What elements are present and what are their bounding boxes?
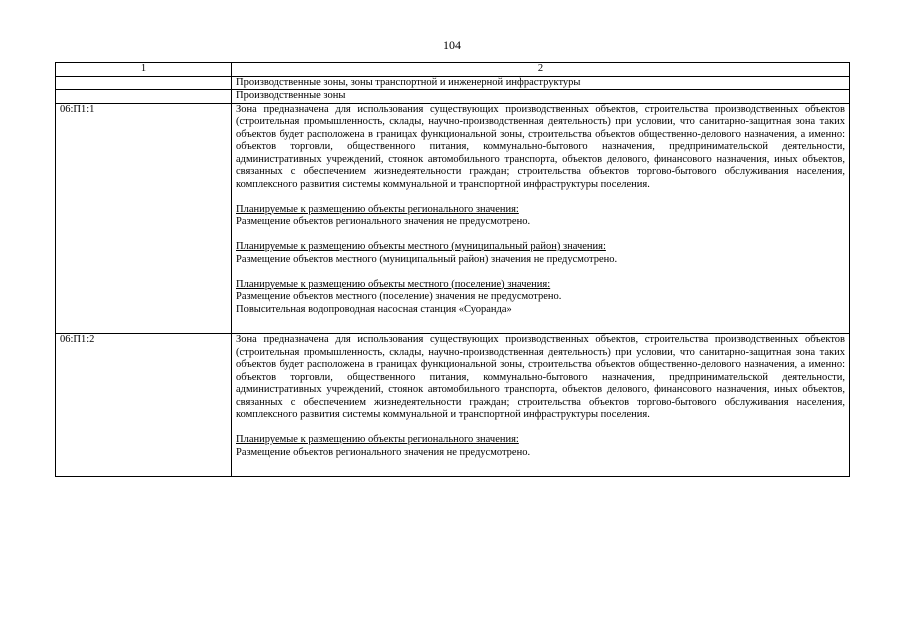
- table-header-row: [56, 63, 850, 77]
- section-line: Размещение объектов регионального значения не предусмотрено.: [236, 446, 531, 458]
- zones-table: [55, 62, 850, 477]
- row-spacer: [236, 459, 845, 476]
- district-objects-section: [236, 241, 845, 266]
- section-heading: Планируемые к размещению объекты регионального значения:: [236, 434, 519, 445]
- section-heading: Планируемые к размещению объекты регионального значения:: [236, 203, 519, 215]
- zone-description-cell: [232, 103, 850, 334]
- section-heading: Планируемые к размещению объекты местного (поселение) значения:: [236, 278, 551, 290]
- zone-description-cell: [232, 334, 850, 477]
- regional-objects-section: [236, 204, 845, 229]
- table-row: [56, 334, 850, 477]
- subcategory-title: Производственные зоны: [232, 90, 850, 104]
- subcategory-row: [56, 90, 850, 104]
- zone-code: 06:П1:2: [56, 334, 232, 477]
- section-line: Размещение объектов регионального значения не предусмотрено.: [236, 216, 531, 227]
- section-heading: Планируемые к размещению объекты местного (муниципальный район) значения:: [236, 241, 606, 252]
- section-line: Повысительная водопроводная насосная станция «Суоранда»: [236, 303, 512, 315]
- category-code-cell: [56, 76, 232, 90]
- section-line: Размещение объектов местного (поселение) значения не предусмотрено.: [236, 291, 562, 302]
- table-row: [56, 103, 850, 334]
- column-header-2: 2: [232, 63, 850, 77]
- category-row: [56, 76, 850, 90]
- column-header-1: 1: [56, 63, 232, 77]
- row-spacer: [236, 316, 845, 333]
- zone-code: 06:П1:1: [56, 103, 232, 334]
- category-title: Производственные зоны, зоны транспортной и инженерной инфраструктуры: [232, 76, 850, 90]
- page-number: 104: [443, 38, 461, 52]
- zone-description: Зона предназначена для использования существующих производственных объектов, строительства производственных объектов (строительная промышленность, склады, научно-производственная деятельность) при условии, что санитарно-защитная зона таких объектов будет расположена в границах функциональной зоны, строительства объектов общественно-делового назначения, а именно: объектов торговли, общественного питания, коммунально-бытового назначения, предпринимательской деятельности, административных учреждений, стоянок автомобильного транспорта, объектов делового, финансового назначения, иных объектов, связанных с обеспечением жизнедеятельности граждан; строительства объектов торгово-бытового обслуживания населения, комплексного развития системы коммунальной и транспортной инфраструктуры поселения.: [236, 103, 845, 190]
- zone-description: Зона предназначена для использования существующих производственных объектов, строительства производственных объектов (строительная промышленность, склады, научно-производственная деятельность) при условии, что санитарно-защитная зона таких объектов будет расположена в границах функциональной зоны, строительства объектов общественно-делового назначения, а именно: объектов торговли, общественного питания, коммунально-бытового назначения, предпринимательской деятельности, административных учреждений, стоянок автомобильного транспорта, объектов делового, финансового назначения, иных объектов, связанных с обеспечением жизнедеятельности граждан; строительства объектов торгово-бытового обслуживания населения, комплексного развития системы коммунальной и транспортной инфраструктуры поселения.: [236, 334, 845, 420]
- settlement-objects-section: [236, 279, 845, 317]
- regional-objects-section: [236, 434, 845, 459]
- section-line: Размещение объектов местного (муниципальный район) значения не предусмотрено.: [236, 253, 618, 265]
- subcategory-code-cell: [56, 90, 232, 104]
